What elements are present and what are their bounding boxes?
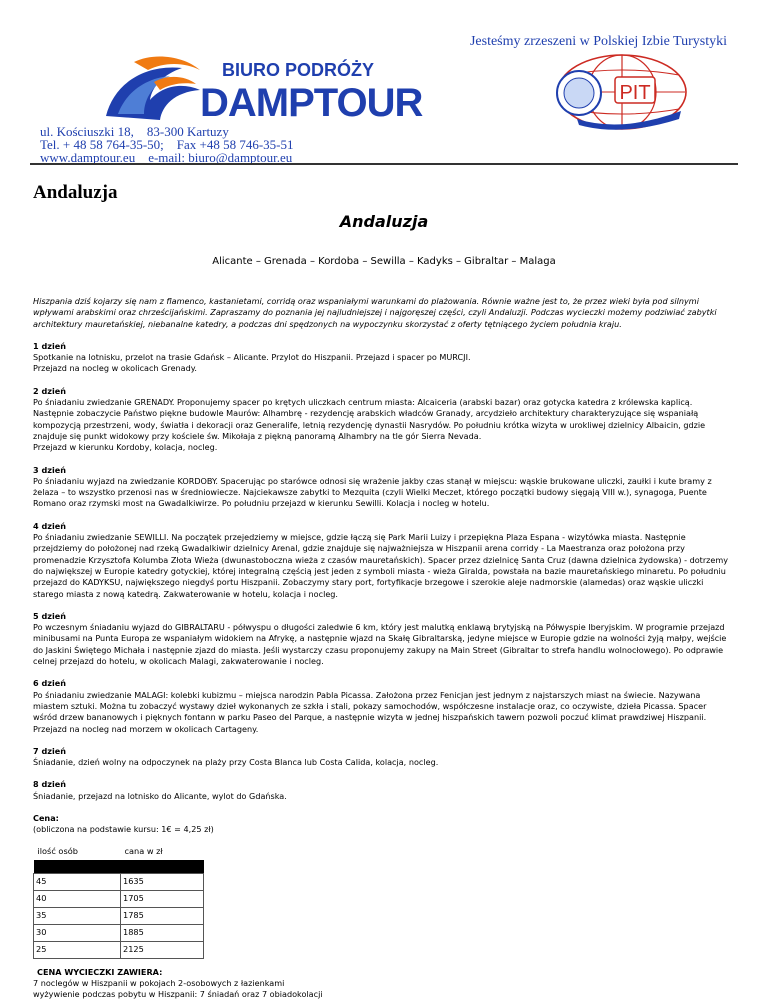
people-count: 45 — [34, 873, 121, 890]
table-row — [34, 873, 204, 890]
day-3 — [33, 465, 733, 510]
day-text: Po śniadaniu zwiedzanie SEWILLI. Na początek przejedziemy w miejsce, gdzie łączą się Park Marii Luizy i przepiękna Plaza Espana - wizytówka miasta. Następnie przejdziemy do położonej nad rzeką Gwadalkiwir dzielnicy Arenal, gdzie znajduje się najważniejsza w Hiszpanii arena corridy - La Maestranza oraz położona przy promenadzie Krzysztofa Kolumba Złota Wieża (dwunastoboczna wieża z czasów mauretańskich). Spacer przez dzielnicę Santa Cruz (dawna dzielnica żydowska) - dotrzemy do największej w Europie katedry gotyckiej, której integralną częścią jest jeden z symboli miasta - wieża Giralda, powstała na bazie mauretańskiego minaretu. Po południu przejazd do KADYKSU, największego niegdyś portu Hiszpanii. Zobaczymy stary port, fortyfikacje brzegowe i szerokie aleje nadmorskie (alamedas) oraz wąskie uliczki starego miasta z nową katedrą. Zakwaterowanie w hotelu, kolacja i nocleg. — [33, 532, 729, 599]
day-text: Po śniadaniu zwiedzanie MALAGI: kolebki kubizmu – miejsca narodzin Pabla Picassa. Założona przez Fenicjan jest jednym z najstarszych miast na świecie. Nazywana miastem sztuki. Można tu zobaczyć wystawy dzieł wykonanych ze szkła i stali, pokazy samochodów, współczesne instalacje oraz, co oczywiste, dzieła Picassa. Spacer wśród drzew bananowych i pięknych fontann w parku Paseo del Parque, a następnie wizyta w jednej hiszpańskich tawern pozwoli poczuć klimat prawdziwej Hiszpanii. Przejazd na nocleg nad morzem w okolicach Cartageny. — [33, 689, 707, 734]
price-table — [33, 845, 204, 959]
day-title: 3 dzień — [33, 464, 66, 475]
day-title: 1 dzień — [33, 340, 66, 351]
day-text: Przejazd na nocleg w okolicach Grenady. — [33, 363, 197, 374]
trip-description — [33, 296, 733, 1000]
day-title: 8 dzień — [33, 779, 66, 790]
day-text: Po wczesnym śniadaniu wyjazd do GIBRALTARU - półwyspu o długości zaledwie 6 km, który jest malutką enklawą brytyjską na Półwyspie Iberyjskim. W programie przejazd minibusami na Punta Europa ze wspaniałym widokiem na Afrykę, a następnie wjazd na Skałę Gibraltarską, jedyne miejsce w Europie gdzie na wolności żyją małpy, wejście do Jaskini Świętego Michała i następnie zjazd do miasta. Jeśli wystarczy czasu proponujemy zakupy na Main Street (Gibraltar to strefa handlu wolnocłowego). Po odprawie celnej przejazd do hotelu, w okolicach Malagi, zakwaterowanie i nocleg. — [33, 622, 727, 667]
price-table-bar — [34, 860, 204, 874]
day-text: Przejazd w kierunku Kordoby, kolacja, nocleg. — [33, 442, 218, 453]
people-count: 35 — [34, 907, 121, 924]
day-text: Spotkanie na lotnisku, przelot na trasie Gdańsk – Alicante. Przylot do Hiszpanii. Przejazd i spacer po MURCJI. — [33, 352, 471, 363]
day-text: Śniadanie, przejazd na lotnisko do Alicante, wylot do Gdańska. — [33, 790, 287, 801]
contact-phone: Tel. + 48 58 764-35-50; Fax +48 58 746-35-51 — [40, 137, 294, 152]
day-text: Po śniadaniu zwiedzanie GRENADY. Proponujemy spacer po krętych uliczkach centrum miasta: Alcaiceria (arabski bazar) oraz gotycka katedra z królewska kaplicą. Następnie zobaczycie Państwo piękne budowle Maurów: Alhambrę - rezydencję arabskich władców Granady, arcydzieło architektury charakteryzujące się wspaniałą kompozycją przestrzeni, wody, światła i dekoracji oraz Generalife, letnią rezydencję dynastii Nasrydów. Po południu krótka wizyta w urokliwej dzielnicy Albaicin, gdzie znajduje się punkt widokowy przy kościele św. Mikołaja z piękną panoramą Alhambry na tle gór Sierra Nevada. — [33, 397, 706, 441]
price-table-header — [34, 845, 204, 860]
price-value: 1635 — [121, 873, 204, 890]
price-value: 1705 — [121, 890, 204, 907]
day-7 — [33, 746, 733, 769]
table-row — [34, 941, 204, 958]
pit-emblem — [555, 53, 689, 131]
day-4 — [33, 521, 733, 600]
day-2 — [33, 386, 733, 454]
people-count: 30 — [34, 924, 121, 941]
includes-title: CENA WYCIECZKI ZAWIERA: — [37, 966, 163, 977]
header-people: ilość osób — [37, 846, 78, 857]
trip-route: Alicante – Grenada – Kordoba – Sewilla – Kadyks – Gibraltar – Malaga — [212, 256, 556, 267]
pit-label: PIT — [619, 82, 651, 104]
day-1 — [33, 341, 733, 375]
price-title: Cena: — [33, 812, 59, 823]
logo-top-text: BIURO PODRÓŻY — [222, 60, 375, 80]
contact-block — [40, 125, 294, 164]
logo-main-text: DAMPTOUR — [200, 81, 423, 122]
day-title: 6 dzień — [33, 678, 66, 689]
price-value: 2125 — [121, 941, 204, 958]
day-title: 2 dzień — [33, 385, 66, 396]
page-title: Andaluzja — [33, 182, 118, 203]
day-text: Śniadanie, dzień wolny na odpoczynek na plaży przy Costa Blanca lub Costa Calida, kolacja, nocleg. — [33, 757, 439, 768]
table-row — [34, 890, 204, 907]
day-6 — [33, 678, 733, 734]
includes-item: 7 noclegów w Hiszpanii w pokojach 2-osobowych z łazienkami — [33, 977, 285, 988]
intro-paragraph: Hiszpania dziś kojarzy się nam z flamenco, kastanietami, corridą oraz wspaniałymi warunkami do plażowania. Równie ważne jest to, że przez wieki była pod silnymi wpływami arabskimi oraz chrześcijańskimi. Zapraszamy do poznania jej najludniejszej i najgoręszej części, czyli Andaluzji. Podczas wycieczki możemy podziwiać zabytki architektury mauretańskiej, niebanalne katedry, a podczas dni spędzonych na wypoczynku skorzystać z oferty tętniącego życiem południa kraju. — [33, 296, 717, 329]
contact-web-email[interactable]: www.damptour.eu e-mail: biuro@damptour.eu — [40, 150, 293, 165]
day-5 — [33, 611, 733, 667]
pit-membership-tagline: Jesteśmy zrzeszeni w Polskiej Izbie Turystyki — [469, 34, 727, 49]
people-count: 40 — [34, 890, 121, 907]
table-row — [34, 907, 204, 924]
day-title: 7 dzień — [33, 745, 66, 756]
wave-icon — [106, 56, 200, 120]
includes-item: wyżywienie podczas pobytu w Hiszpanii: 7 śniadań oraz 7 obiadokolacji — [33, 989, 323, 1000]
includes-section — [33, 967, 733, 1000]
day-8 — [33, 779, 733, 802]
price-value: 1785 — [121, 907, 204, 924]
people-count: 25 — [34, 941, 121, 958]
price-value: 1885 — [121, 924, 204, 941]
table-row — [34, 924, 204, 941]
contact-address: ul. Kościuszki 18, 83-300 Kartuzy — [40, 124, 229, 139]
damptour-logo[interactable] — [104, 54, 440, 122]
price-note: (obliczona na podstawie kursu: 1€ = 4,25 zł) — [33, 824, 214, 835]
day-title: 4 dzień — [33, 520, 66, 531]
day-title: 5 dzień — [33, 610, 66, 621]
price-section — [33, 813, 733, 959]
trip-title: Andaluzja — [339, 212, 429, 231]
header-divider — [30, 163, 738, 165]
day-text: Po śniadaniu wyjazd na zwiedzanie KORDOBY. Spacerując po starówce odnosi się wrażenie jakby czas stanął w miejscu: wąskie brukowane uliczki, zaułki i kute bramy z żelaza – to wszystko przenosi nas w średniowiecze. Najciekawsze zabytki to Mezquita (czyli Wielki Meczet, którego początki budowy sięgają VIII w.), synagoga, Puente Romano oraz rzymski most na Gwadalkiwirze. Po południu przejazd w kierunku Sewilli. Kolacja i nocleg w hotelu. — [33, 475, 712, 509]
header-price: cana w zł — [124, 846, 163, 857]
